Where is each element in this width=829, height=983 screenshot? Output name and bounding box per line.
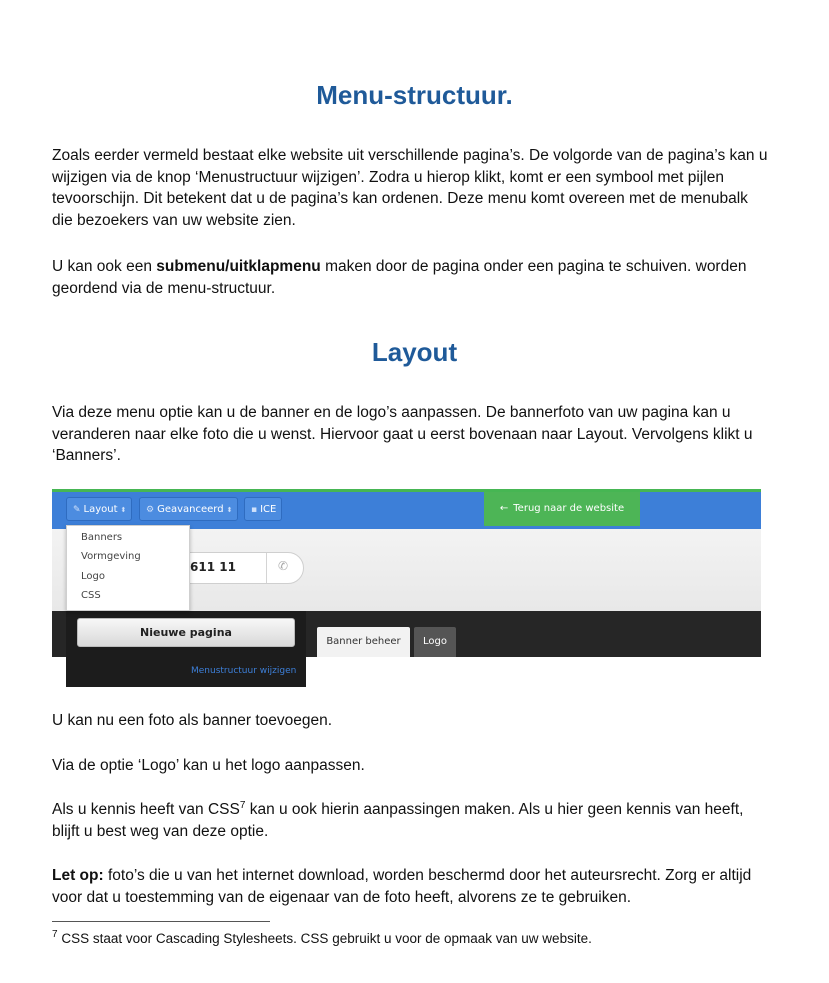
arrow-left-icon: ←	[499, 503, 509, 514]
paragraph-menu-intro: Zoals eerder vermeld bestaat elke website uit verschillende pagina’s. De volgorde van de pagina’s kan u wijzigen via de knop ‘Menustructuur wijzigen’. Zodra u hierop klikt, komt er een symbool met pijlen tevoorschijn. Dit betekent dat u de pagina’s kan ordenen. Deze menu komt overeen met de menubalk die bezoekers van uw website zien.	[52, 147, 768, 229]
tab-logo[interactable]: Logo	[414, 627, 456, 657]
new-page-button[interactable]: Nieuwe pagina	[77, 618, 295, 647]
footnote-text: CSS staat voor Cascading Stylesheets. CSS gebruikt u voor de opmaak van uw website.	[57, 931, 592, 946]
paragraph-submenu-post: maken door de pagina onder een pagina te schuiven. worden geordend via de menu-structuur.	[52, 258, 747, 297]
paragraph-submenu-bold: submenu/uitklapmenu	[156, 258, 321, 275]
paragraph-submenu	[52, 256, 772, 299]
gears-icon: ⚙	[146, 505, 155, 515]
tab-banner-beheer[interactable]: Banner beheer	[317, 627, 410, 657]
brush-icon: ✎	[73, 505, 81, 515]
dropdown-item-banners[interactable]: Banners	[81, 532, 123, 543]
layout-menu-button[interactable]	[66, 497, 132, 521]
footnote-reference: 7	[239, 800, 246, 811]
let-op-text: foto’s die u van het internet download, worden beschermd door het auteursrecht. Zorg er altijd voor dat u toestemming van de eigenaar van de foto heeft, alvorens ze te gebruiken.	[52, 867, 752, 906]
lock-icon: ▪	[251, 505, 258, 515]
layout-screenshot	[52, 489, 761, 687]
heading-menu-structuur: Menu-structuur.	[316, 80, 513, 110]
paragraph-banner-add: U kan nu een foto als banner toevoegen.	[52, 712, 333, 729]
paragraph-layout-intro: Via deze menu optie kan u de banner en de logo’s aanpassen. De bannerfoto van uw pagina kan u veranderen naar elke foto die u wenst. Hiervoor gaat u eerst bovenaan naar Layout. Vervolgens klikt u ‘Banners’.	[52, 404, 753, 464]
geavanceerd-menu-button[interactable]	[139, 497, 238, 521]
footnote	[52, 930, 772, 948]
chevron-down-icon: ⬍	[120, 506, 127, 514]
paragraph-let-op	[52, 865, 772, 908]
let-op-label: Let op:	[52, 867, 104, 884]
ice-label: ICE	[260, 504, 277, 515]
dropdown-item-css[interactable]: CSS	[81, 590, 101, 601]
paragraph-css-pre: Als u kennis heeft van CSS	[52, 801, 240, 818]
footnote-divider	[52, 921, 270, 922]
phone-number: 611 11	[190, 560, 236, 574]
dropdown-item-vormgeving[interactable]: Vormgeving	[81, 551, 141, 562]
ice-button[interactable]	[244, 497, 282, 521]
phone-separator	[266, 553, 267, 583]
paragraph-submenu-pre: U kan ook een	[52, 258, 157, 275]
layout-dropdown-menu	[66, 525, 190, 611]
back-to-website-label: Terug naar de website	[513, 503, 625, 514]
paragraph-css	[52, 799, 772, 842]
chevron-down-icon: ⬍	[226, 506, 233, 514]
phone-icon: ✆	[278, 559, 289, 573]
back-to-website-button[interactable]	[484, 492, 640, 526]
footnote-marker: 7	[52, 929, 58, 940]
paragraph-css-post: kan u ook hierin aanpassingen maken. Als u hier geen kennis van heeft, blijft u best weg van deze optie.	[52, 801, 744, 840]
geavanceerd-menu-label: Geavanceerd	[157, 504, 224, 515]
admin-toolbar	[52, 492, 761, 529]
heading-layout: Layout	[371, 337, 458, 367]
paragraph-logo: Via de optie ‘Logo’ kan u het logo aanpassen.	[52, 757, 365, 774]
menu-structure-link[interactable]: Menustructuur wijzigen	[191, 666, 297, 676]
dropdown-item-logo[interactable]: Logo	[81, 571, 105, 582]
layout-menu-label: Layout	[83, 504, 118, 515]
